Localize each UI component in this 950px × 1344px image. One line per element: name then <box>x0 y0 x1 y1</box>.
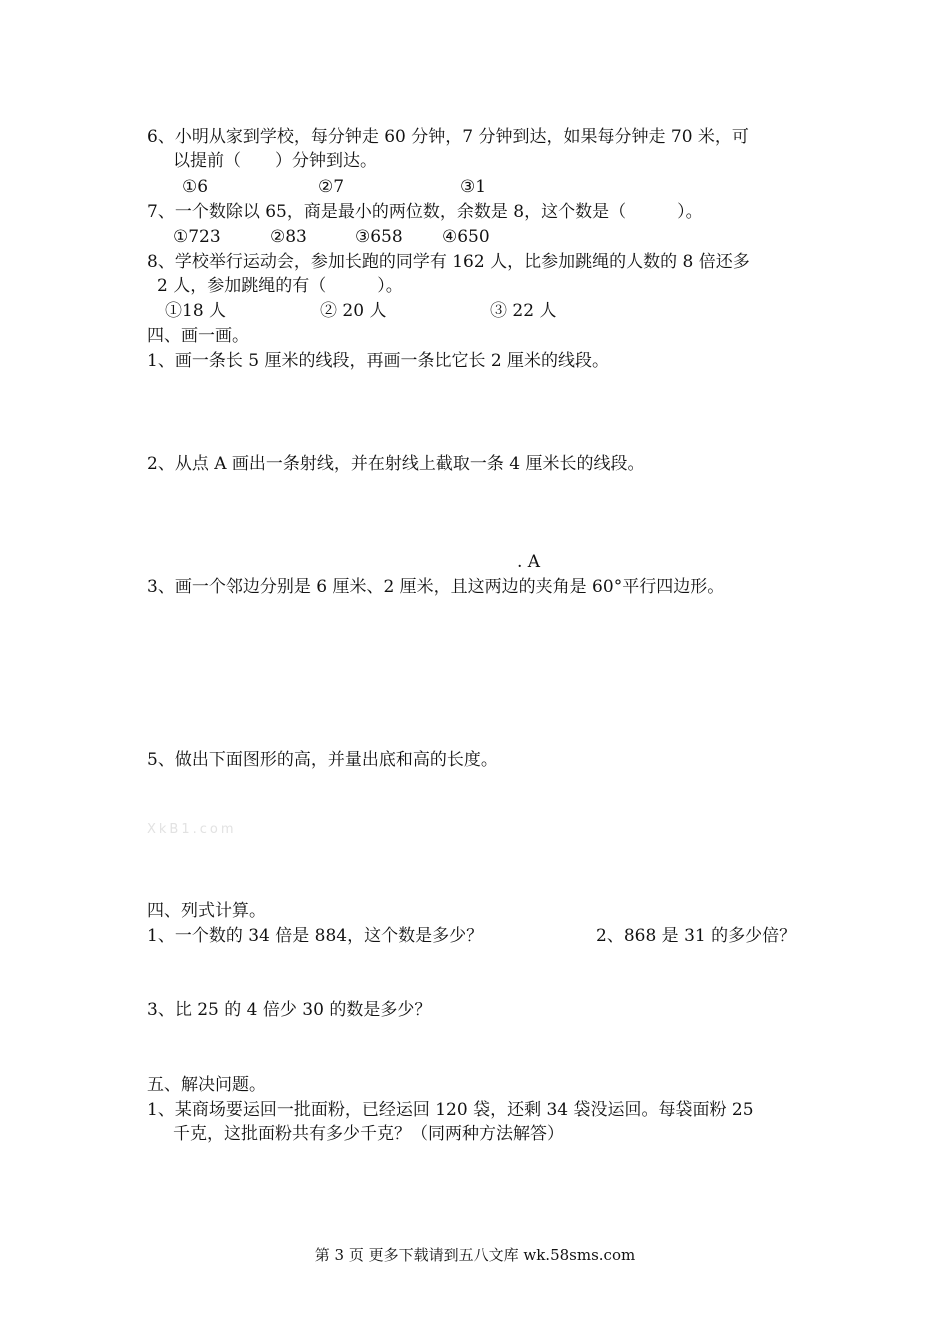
question-8-option-1: ①18 人 <box>165 301 227 321</box>
calc-question-1: 1、一个数的 34 倍是 884，这个数是多少？ <box>147 926 484 946</box>
solve-question-1-line-2: 千克，这批面粉共有多少千克？（同两种方法解答） <box>173 1124 564 1144</box>
watermark: XkB1.com <box>147 822 237 837</box>
draw-question-2: 2、从点 A 画出一条射线，并在射线上截取一条 4 厘米长的线段。 <box>147 454 645 474</box>
solve-question-1-line-1: 1、某商场要运回一批面粉，已经运回 120 袋，还剩 34 袋没运回。每袋面粉 25 <box>147 1100 754 1120</box>
question-8-option-3: ③ 22 人 <box>490 301 557 321</box>
draw-question-3: 3、画一个邻边分别是 6 厘米、2 厘米，且这两边的夹角是 60°平行四边形。 <box>147 577 725 597</box>
question-7-option-1: ①723 <box>173 227 221 247</box>
question-6-option-1: ①6 <box>182 177 209 197</box>
draw-section-heading: 四、画一画。 <box>147 326 249 346</box>
draw-question-1: 1、画一条长 5 厘米的线段，再画一条比它长 2 厘米的线段。 <box>147 351 610 371</box>
question-8-line-1: 8、学校举行运动会，参加长跑的同学有 162 人，比参加跳绳的人数的 8 倍还多 <box>147 252 750 272</box>
calc-question-2: 2、868 是 31 的多少倍？ <box>596 926 797 946</box>
draw-question-5: 5、做出下面图形的高，并量出底和高的长度。 <box>147 750 498 770</box>
question-8-option-2: ② 20 人 <box>320 301 387 321</box>
calc-section-heading: 四、列式计算。 <box>147 901 266 921</box>
question-7-option-4: ④650 <box>442 227 490 247</box>
question-7-option-2: ②83 <box>270 227 307 247</box>
point-a-label: . A <box>517 552 541 572</box>
solve-section-heading: 五、解决问题。 <box>147 1075 266 1095</box>
question-7-option-3: ③658 <box>355 227 403 247</box>
question-8-line-2: 2 人，参加跳绳的有（ ）。 <box>157 276 403 296</box>
question-6-option-2: ②7 <box>318 177 345 197</box>
calc-question-3: 3、比 25 的 4 倍少 30 的数是多少？ <box>147 1000 432 1020</box>
question-7-line-1: 7、一个数除以 65，商是最小的两位数，余数是 8，这个数是（ ）。 <box>147 202 703 222</box>
page-footer: 第 3 页 更多下载请到五八文库 wk.58sms.com <box>314 1246 636 1264</box>
question-6-option-3: ③1 <box>460 177 487 197</box>
question-6-line-1: 6、小明从家到学校，每分钟走 60 分钟，7 分钟到达，如果每分钟走 70 米，可 <box>147 127 749 147</box>
question-6-line-2: 以提前（ ）分钟到达。 <box>173 151 377 171</box>
